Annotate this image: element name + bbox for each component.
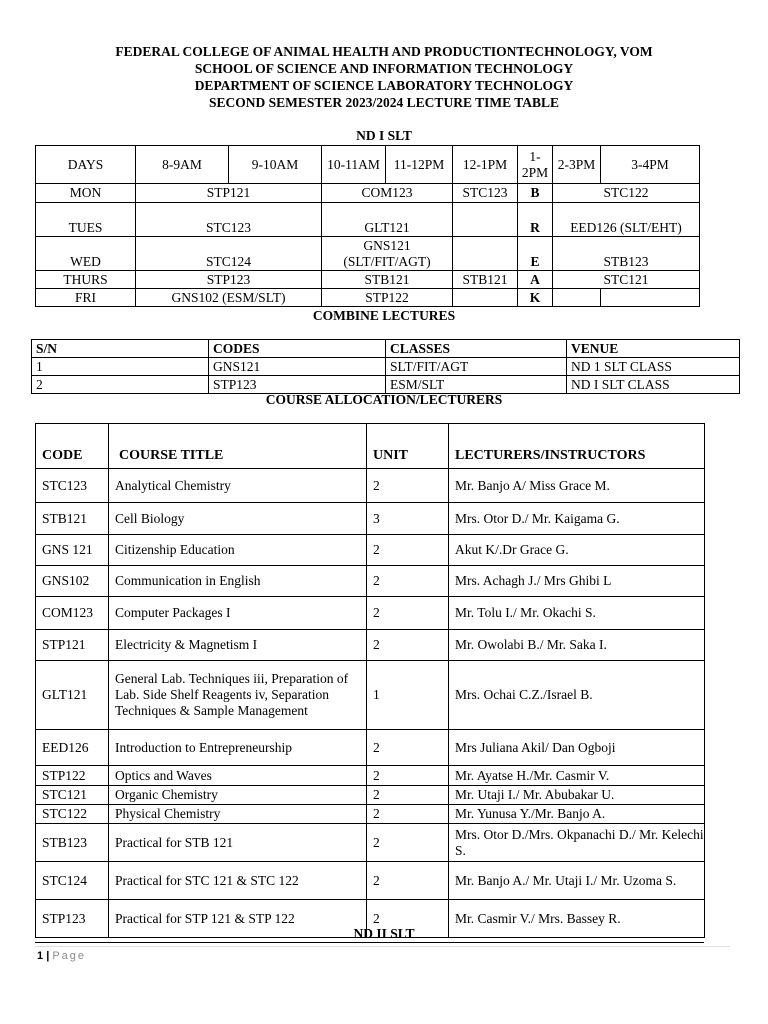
- slot-cell: STP122: [322, 289, 453, 307]
- department-name: DEPARTMENT OF SCIENCE LABORATORY TECHNOLOGY: [194, 78, 574, 93]
- code-cell: STC121: [36, 786, 109, 805]
- code-cell: GNS 121: [36, 535, 109, 566]
- break-cell: R: [518, 203, 553, 237]
- unit-cell: 3: [367, 503, 449, 535]
- header-cell: UNIT: [367, 424, 449, 469]
- slot-cell: EED126 (SLT/EHT): [553, 203, 700, 237]
- header-cell: 10-11AM: [322, 146, 386, 184]
- title-cell: Practical for STP 121 & STP 122: [109, 900, 367, 938]
- footer-separator: |: [46, 950, 50, 962]
- table-row: [36, 730, 705, 766]
- unit-cell: 2: [367, 535, 449, 566]
- lecturer-cell: Mr. Owolabi B./ Mr. Saka I.: [449, 630, 705, 661]
- college-name: FEDERAL COLLEGE OF ANIMAL HEALTH AND PRODUCTIONTECHNOLOGY, VOM: [115, 44, 653, 59]
- slot-cell: STC121: [553, 271, 700, 289]
- footer-rule: [35, 946, 730, 947]
- lecturer-cell: Mrs. Ochai C.Z./Israel B.: [449, 661, 705, 730]
- timetable-title: SECOND SEMESTER 2023/2024 LECTURE TIME TABLE: [209, 95, 559, 110]
- code-cell: STC124: [36, 862, 109, 900]
- table-row: [36, 766, 705, 786]
- course-allocation-table: [35, 423, 705, 938]
- slot-cell: [453, 203, 518, 237]
- slot-cell: STB121: [322, 271, 453, 289]
- slot-cell: STC123: [453, 184, 518, 203]
- sn-cell: 1: [32, 358, 209, 376]
- header-cell: COURSE TITLE: [109, 424, 367, 469]
- title-cell: Introduction to Entrepreneurship: [109, 730, 367, 766]
- lecture-timetable: [35, 145, 700, 307]
- title-cell: Computer Packages I: [109, 597, 367, 630]
- code-cell: STC122: [36, 805, 109, 824]
- header-cell: 8-9AM: [136, 146, 229, 184]
- lecturer-cell: Mr. Casmir V./ Mrs. Bassey R.: [449, 900, 705, 938]
- title-cell: Optics and Waves: [109, 766, 367, 786]
- timetable-row-mon: [36, 184, 700, 203]
- code-cell: STC123: [36, 469, 109, 503]
- header-cell: CODES: [209, 340, 386, 358]
- unit-cell: 2: [367, 824, 449, 862]
- table-row: [36, 630, 705, 661]
- venue-cell: ND I SLT CLASS: [567, 376, 740, 394]
- break-cell: B: [518, 184, 553, 203]
- day-cell: TUES: [36, 203, 136, 237]
- lecturer-cell: Mrs. Otor D./ Mr. Kaigama G.: [449, 503, 705, 535]
- classes-cell: ESM/SLT: [386, 376, 567, 394]
- title-cell: Electricity & Magnetism I: [109, 630, 367, 661]
- slot-cell: STC123: [136, 203, 322, 237]
- day-cell: THURS: [36, 271, 136, 289]
- lecturer-cell: Mr. Banjo A./ Mr. Utaji I./ Mr. Uzoma S.: [449, 862, 705, 900]
- header-cell: 9-10AM: [229, 146, 322, 184]
- title-cell: Practical for STB 121: [109, 824, 367, 862]
- slot-cell: STB121: [453, 271, 518, 289]
- combine-header-row: [32, 340, 740, 358]
- lecturer-cell: Mrs Juliana Akil/ Dan Ogboji: [449, 730, 705, 766]
- day-cell: WED: [36, 237, 136, 271]
- title-cell: Practical for STC 121 & STC 122: [109, 862, 367, 900]
- page-footer: [37, 949, 86, 963]
- slot-cell: [601, 289, 700, 307]
- table-row: [36, 805, 705, 824]
- title-cell: Analytical Chemistry: [109, 469, 367, 503]
- nd2-slt-heading: ND II SLT: [353, 926, 415, 941]
- table-row: [36, 824, 705, 862]
- timetable-row-wed: [36, 237, 700, 271]
- table-row: [36, 535, 705, 566]
- title-cell: General Lab. Techniques iii, Preparation of Lab. Side Shelf Reagents iv, Separation Techniques & Sample Management: [109, 661, 367, 730]
- code-cell: STP123: [36, 900, 109, 938]
- unit-cell: 2: [367, 597, 449, 630]
- unit-cell: 2: [367, 469, 449, 503]
- unit-cell: 2: [367, 730, 449, 766]
- table-row: [36, 597, 705, 630]
- timetable-header-row: [36, 146, 700, 184]
- day-cell: MON: [36, 184, 136, 203]
- classes-cell: SLT/FIT/AGT: [386, 358, 567, 376]
- sn-cell: 2: [32, 376, 209, 394]
- break-cell: K: [518, 289, 553, 307]
- timetable-row-tues: [36, 203, 700, 237]
- page-label: Page: [52, 950, 87, 962]
- header-cell: CODE: [36, 424, 109, 469]
- header-cell: VENUE: [567, 340, 740, 358]
- slot-cell: STC124: [136, 237, 322, 271]
- header-cell: 11-12PM: [386, 146, 453, 184]
- header-cell: DAYS: [36, 146, 136, 184]
- header-cell: 2-3PM: [553, 146, 601, 184]
- code-cell: STB123: [36, 824, 109, 862]
- slot-cell: [553, 289, 601, 307]
- title-cell: Cell Biology: [109, 503, 367, 535]
- header-cell: 12-1PM: [453, 146, 518, 184]
- unit-cell: 2: [367, 630, 449, 661]
- lecturer-cell: Mrs. Otor D./Mrs. Okpanachi D./ Mr. Kelechi S.: [449, 824, 705, 862]
- day-cell: FRI: [36, 289, 136, 307]
- page-number: 1: [37, 950, 44, 962]
- unit-cell: 2: [367, 786, 449, 805]
- allocation-header-row: [36, 424, 705, 469]
- timetable-row-thurs: [36, 271, 700, 289]
- table-row: [36, 469, 705, 503]
- lecturer-cell: Mr. Yunusa Y./Mr. Banjo A.: [449, 805, 705, 824]
- lecturer-cell: Mrs. Achagh J./ Mrs Ghibi L: [449, 566, 705, 597]
- unit-cell: 2: [367, 566, 449, 597]
- unit-cell: 2: [367, 862, 449, 900]
- code-cell: GNS121: [209, 358, 386, 376]
- school-name: SCHOOL OF SCIENCE AND INFORMATION TECHNOLOGY: [194, 61, 574, 76]
- table-row: [36, 503, 705, 535]
- nd1-slt-heading: ND I SLT: [356, 128, 412, 143]
- code-cell: GNS102: [36, 566, 109, 597]
- document-header: [0, 43, 768, 111]
- lecturer-cell: Mr. Utaji I./ Mr. Abubakar U.: [449, 786, 705, 805]
- table-row: [32, 376, 740, 394]
- unit-cell: 2: [367, 805, 449, 824]
- lecturer-cell: Mr. Banjo A/ Miss Grace M.: [449, 469, 705, 503]
- slot-cell: STP121: [136, 184, 322, 203]
- title-cell: Communication in English: [109, 566, 367, 597]
- header-cell: CLASSES: [386, 340, 567, 358]
- timetable-row-fri: [36, 289, 700, 307]
- lecturer-cell: Mr. Ayatse H./Mr. Casmir V.: [449, 766, 705, 786]
- slot-cell: COM123: [322, 184, 453, 203]
- code-cell: STP122: [36, 766, 109, 786]
- code-cell: STP121: [36, 630, 109, 661]
- table-row: [32, 358, 740, 376]
- break-cell: E: [518, 237, 553, 271]
- header-cell: 3-4PM: [601, 146, 700, 184]
- table-row: [36, 566, 705, 597]
- lecturer-cell: Akut K/.Dr Grace G.: [449, 535, 705, 566]
- code-cell: GLT121: [36, 661, 109, 730]
- course-allocation-heading: COURSE ALLOCATION/LECTURERS: [265, 392, 503, 407]
- slot-cell: [453, 289, 518, 307]
- title-cell: Organic Chemistry: [109, 786, 367, 805]
- table-row: [36, 862, 705, 900]
- table-row: [36, 661, 705, 730]
- code-cell: STP123: [209, 376, 386, 394]
- unit-cell: 1: [367, 661, 449, 730]
- unit-cell: 2: [367, 900, 449, 938]
- code-cell: COM123: [36, 597, 109, 630]
- lecturer-cell: Mr. Tolu I./ Mr. Okachi S.: [449, 597, 705, 630]
- combine-lectures-table: [31, 339, 740, 394]
- slot-cell: STC122: [553, 184, 700, 203]
- table-row: [36, 786, 705, 805]
- code-cell: EED126: [36, 730, 109, 766]
- header-cell: 1-2PM: [518, 146, 553, 184]
- slot-cell: [453, 237, 518, 271]
- title-cell: Citizenship Education: [109, 535, 367, 566]
- slot-cell: GNS102 (ESM/SLT): [136, 289, 322, 307]
- slot-cell: GNS121 (SLT/FIT/AGT): [322, 237, 453, 271]
- slot-cell: STB123: [553, 237, 700, 271]
- title-cell: Physical Chemistry: [109, 805, 367, 824]
- page-divider: [35, 942, 704, 943]
- slot-cell: STP123: [136, 271, 322, 289]
- slot-cell: GLT121: [322, 203, 453, 237]
- break-cell: A: [518, 271, 553, 289]
- venue-cell: ND 1 SLT CLASS: [567, 358, 740, 376]
- unit-cell: 2: [367, 766, 449, 786]
- header-cell: S/N: [32, 340, 209, 358]
- combine-lectures-heading: COMBINE LECTURES: [312, 308, 456, 323]
- code-cell: STB121: [36, 503, 109, 535]
- header-cell: LECTURERS/INSTRUCTORS: [449, 424, 705, 469]
